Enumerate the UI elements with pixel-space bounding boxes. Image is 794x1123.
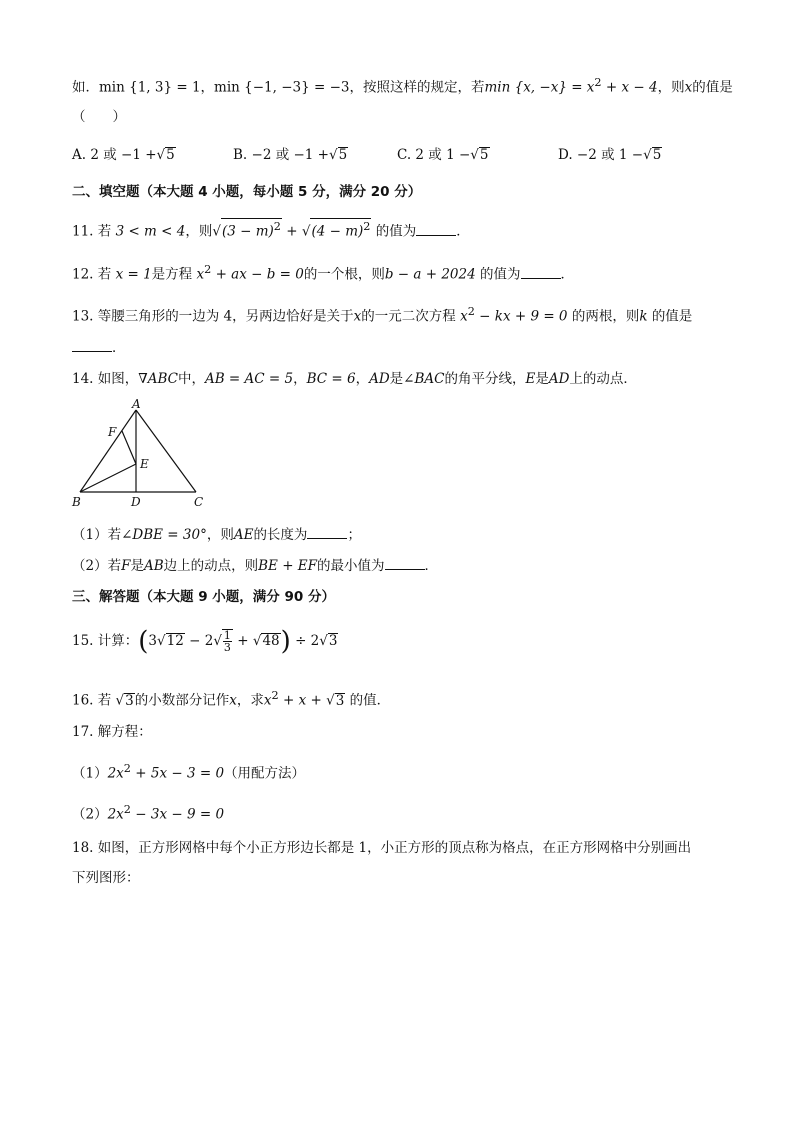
q15: 15. 计算：(3√12 − 2√ $\frac{1}{3}$ + √48) ÷ 2√3 — [72, 626, 338, 657]
q18-line1: 18. 如图，正方形网格中每个小正方形边长都是 1，小正方形的顶点称为格点，在正方形网格中分别画出 — [72, 840, 692, 856]
q16: 16. 若 √3的小数部分记作x，求$x^2 + x + √3$ 的值． — [72, 689, 391, 709]
q18-line2: 下列图形： — [72, 870, 140, 886]
label-c: C — [194, 495, 204, 509]
q10-paren: （ ） — [72, 109, 126, 125]
label-f: F — [108, 425, 117, 439]
q17-part1: $(1)2x^2 + 5x - 3 = 0$（用配方法） — [72, 762, 306, 782]
q10-option-b: B. −2 或 −1 +√5 — [233, 147, 348, 163]
q10-option-c: C. 2 或 1 −√5 — [397, 147, 489, 163]
section2-heading: 二、填空题（本大题 4 小题，每小题 5 分，满分 20 分） — [72, 184, 422, 200]
label-a: A — [132, 398, 141, 411]
q14-part1: （1）若∠DBE = 30°，则AE的长度为 ； — [72, 527, 361, 543]
label-b: B — [72, 495, 81, 509]
q11: 11. 若 3 < m < 4，则$√(3 - m)^2 + √(4 - m)^2$ 的值为 ． — [72, 220, 470, 240]
segment-ac — [136, 410, 196, 492]
label-d: D — [131, 495, 141, 509]
q14-stem: 14. 如图，∇ABC中，AB = AC = 5，BC = 6，AD是∠BAC的角平分线，E是AD上的动点． — [72, 371, 637, 387]
q13-blank — [72, 339, 112, 352]
q11-blank — [416, 223, 456, 236]
q10-option-d: D. −2 或 1 −√5 — [558, 147, 662, 163]
q13: 13. 等腰三角形的一边为 4，另两边恰好是关于x的一元二次方程 $x^2$ − kx + 9 = 0 的两根，则k 的值是 — [72, 305, 693, 325]
q14-part2: （2）若F是AB边上的动点，则BE + EF的最小值为 ． — [72, 558, 439, 574]
q10-option-a: A. 2 或 −1 +√5 — [72, 147, 175, 163]
segment-fe — [122, 431, 136, 464]
segment-ab — [80, 410, 136, 492]
triangle-figure — [68, 398, 218, 513]
q10-stem: 如．min {1, 3} = 1，min {−1, −3} = −3，按照这样的规定，若min {x, $-x\} = x^2 + x - 4$，则x的值是 — [72, 76, 733, 96]
q14-p1-blank — [307, 526, 347, 539]
label-e: E — [140, 457, 149, 471]
q12-blank — [521, 266, 561, 279]
section3-heading: 三、解答题（本大题 9 小题，满分 90 分） — [72, 589, 335, 605]
segment-be — [80, 464, 136, 492]
q14-p2-blank — [385, 557, 425, 570]
q13-answer-line: ． — [72, 338, 126, 358]
q17-title: 17. 解方程： — [72, 724, 152, 740]
q17-part2: $(2)2x^2 - 3x - 9 = 0$ — [72, 803, 225, 823]
q12: 12. 若 x = 1是方程 $x^2$ + ax − b = 0的一个根，则b − a + 2024 的值为 ． — [72, 263, 574, 283]
